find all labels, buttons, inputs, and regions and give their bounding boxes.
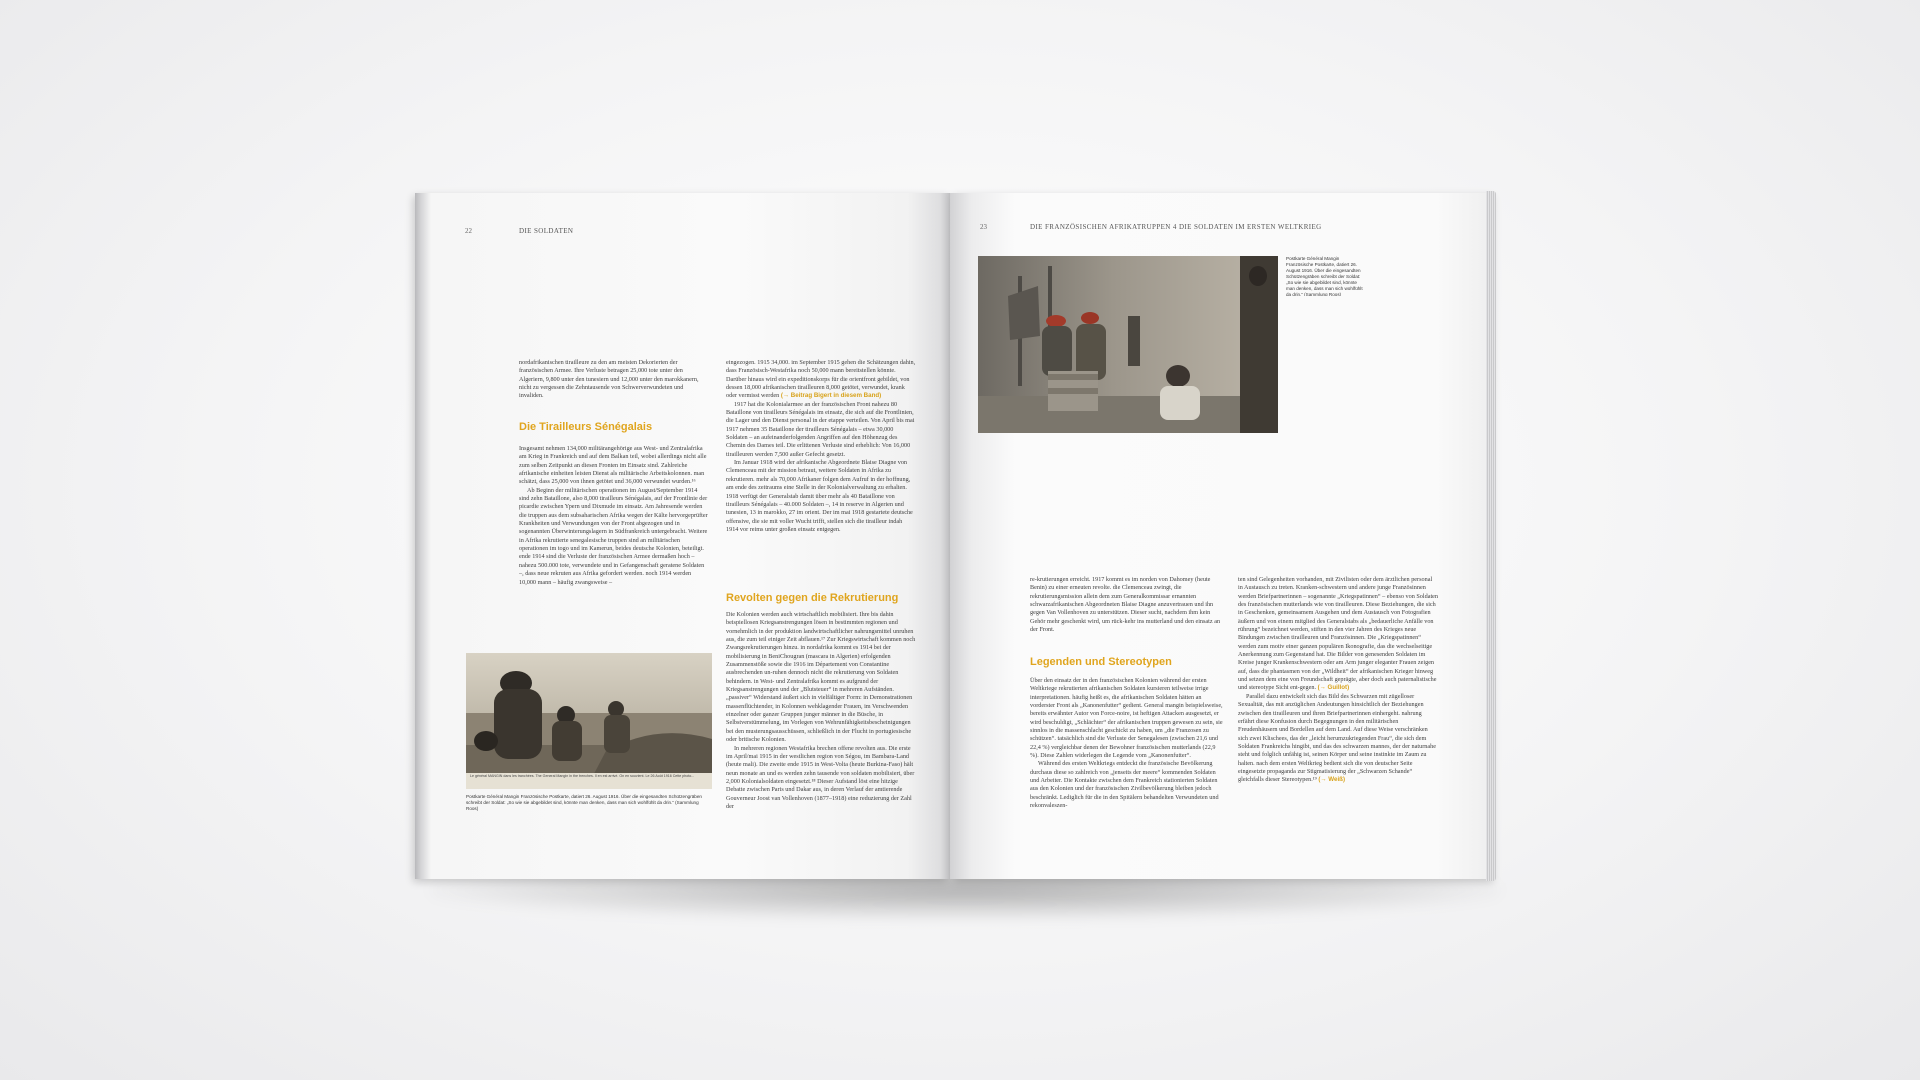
postcard-inline-text: Le général MANGIN dans les tranchées. The General Mangin in the trenches. Il en est arrivé. On en souvient. Le 26 Août 1916 Cette photo... <box>470 774 695 778</box>
left-running-head: DIE SOLDATEN <box>519 227 574 235</box>
left-col2-revolt-paragraph: In mehreren regionen Westafrika brechen offene revolten aus. Die erste im April/mai 1915 in der westlichen region von Ségou, im Bambara-Land (heute mali). Die zweite ende 1915 in West-Volta (heute Burkina-Faso) hält neun monate an und es werden zehn tausende von soldaten mobilisiert, über 2,000 Kolonialsoldaten eingesetzt.¹⁸ Dieser Aufstand löst eine hitzige Debatte zwischen Paris und Dakar aus, in deren Verlauf der amtierende Gouverneur Joost van Vollenhoven (1877–1918) eine reduzierung der Zahl der <box>726 744 915 810</box>
link-weiss[interactable]: (→ Weiß) <box>1318 776 1346 784</box>
heading-tirailleurs: Die Tirailleurs Sénégalais <box>519 421 653 433</box>
right-running-head: DIE FRANZÖSISCHEN AFRIKATRUPPEN 4 DIE SOLDATEN IM ERSTEN WELTKRIEG <box>1030 223 1322 231</box>
left-col1-intro <box>519 359 709 419</box>
left-col1-intro-text: nordafrikanischen tirailleure zu den am meisten Dekorierten der französischen Armee. Ihre Verluste betragen 25,000 tote unter den Algeriern, 9,800 unter den tunesiern und 12,000 unter den marokkanern, nicht zu vergessen die Zehntausende von Schwerverwundeten und invaliden. <box>519 359 699 400</box>
right-col1-legend-paragraph: Während des ersten Weltkriegs entdeckt die französische Bevölkerung durchaus diese so zahlreich von „jenseits der meere“ kommenden Soldaten und Arbeiter. Die Kontakte zwischen dem Frankreich stationierten Soldaten aus den Kolonien und der französischen Zivilbevölkerung bleiben jedoch beschränkt. Lediglich für die in den Spitälern behandelten Verwundeten und rekonvaleszen- <box>1030 760 1219 810</box>
left-col1-paragraph: Ab Beginn der militärischen operationen im August/September 1914 sind zehn Bataillone, also 8,000 tirailleurs Sénégalais, auf der Frontlinie der picardie zwischen Ypern und Dixmude im einsatz. Am Jahresende werden die truppen aus dem subsaharischen Afrika wegen der Kälte hervorgeprüfter Krankheiten und Verwundungen von der Front abgezogen und in sogenannten Überwinterungslagern in Südfrankreich untergebracht. Weitere in Afrika rekrutierte senegalesische truppen sind an militärischen operationen im togo und im Kamerun, beides deutsche Kolonien, beteiligt. ende 1914 sind die Verluste der französischen Armee dermaßen hoch – nahezu 500.000 tote, verwundete und in Gefangenschaft geratene Soldaten –, dass neue rekruten aus Afrika gefordert werden. noch 1914 werden 10,000 mann – häufig zwangsweise – <box>519 486 708 586</box>
right-col2-paragraph-1 <box>1238 576 1438 693</box>
sepia-trench-postcard <box>466 653 712 789</box>
right-photo-caption: Postkarte Général Mangin Französische Postkarte, datiert 26. August 1916. Über die eingesandten Schützengräben schreibt der Soldat: „So wie sie abgebildet sind, könnte man denken, dass man sich wohlfühlt da drin.“ (Sammlung Roos) <box>1286 256 1363 296</box>
heading-legenden: Legenden und Stereotypen <box>1030 656 1172 668</box>
link-guillot[interactable]: (→ Guillot) <box>1317 684 1350 692</box>
left-col2-paragraph: 1917 hat die Kolonialarmee an der französischen Front nahezu 80 Bataillone von tirailleurs Sénégalais im einsatz, die sich auf die Frontlinien, die Lager und den Dienst personal in der etappe verteilen. Von April bis mai 1917 nehmen 35 Bataillone der tirailleurs Sénégalais – etwa 30,000 Soldaten – an aufeinanderfolgenden Angriffen auf den Höhenzug des Chemin des Dames teil. Die erlittenen Verluste sind erheblich: Von 16,000 tirailleuren werden 7,500 außer Gefecht gesetzt. <box>726 400 915 458</box>
left-photo-caption: Postkarte Général Mangin Französische Postkarte, datiert 26. August 1916. Über die eingesandten Schützengräben schreibt der Soldat: „So wie sie abgebildet sind, könnte man denken, dass man sich wohlfühlt da drin.“ (Sammlung Roos) <box>466 794 702 811</box>
autochrome-photo-soldiers <box>978 256 1278 433</box>
left-col2-paragraph: Im Januar 1918 wird der afrikanische Abgeordnete Blaise Diagne von Clemenceau mit der mission betraut, weitere Soldaten in Afrika zu rekrutieren. mehr als 70,000 Afrikaner folgen dem Aufruf in der hoffnung, am ende des zeitraums eine Stelle in der Kolonialverwaltung zu erhalten. 1918 verfügt der Generalstab damit über mehr als 40 Bataillone von tirailleurs Sénégalais – 40.000 Soldaten –, 14 in reserve in Algerien und tunesien, 13 in marokko, 27 im orient. Der im mai 1918 gestartete deutsche offensive, die sie mit voller Wucht trifft, stellen sich die tirailleur indah 1914 vor reims unter großen einsatz entgegen. <box>726 459 913 533</box>
left-col1-body <box>519 445 709 619</box>
left-page-number: 22 <box>465 227 472 235</box>
left-col1-paragraph: Insgesamt nehmen 134,000 militärangehörige aus West- und Zentralafrika am Krieg in Frankreich und auf dem Balkan teil, wobei allerdings nicht alle zum selben Zeitpunkt an diesen Fronten im Einsatz sind. Zahlreiche afrikanische einheiten leisten Dienst als militärische Arbeitskolonnen. man schätzt, dass 25,000 von ihnen getötet und 36,000 verwundet wurden.¹⁶ <box>519 445 707 486</box>
left-col2-body <box>726 359 916 589</box>
right-col2-paragraph-2 <box>1238 693 1438 785</box>
soldiers-photo-illustration <box>978 256 1278 433</box>
page-edges <box>1486 191 1496 881</box>
left-col2-text: eingezogen. 1915 34,000. im September 1915 gehen die Schätzungen dahin, dass Französisch-Westafrika noch 50,000 mann bereitstellen könnte. Darüber hinaus wird ein expeditionskorps für die orientfront gebildet, von dessen 18,000 afrikanischen tirailleuren 8,000 getötet, verwundet, krank oder vermisst werden <box>726 359 916 400</box>
right-page-number: 23 <box>980 223 987 231</box>
right-col2-text: Parallel dazu entwickelt sich das Bild des Schwarzen mit zügelloser Sexualität, das mit anzüglichen Andeutungen hinsichtlich der Beziehungen zwischen den tirailleuren und ihren Briefpartnerinnen einhergeht. nahrung erfährt diese Konfusion durch Begegnungen in den militärischen Freudenhäusern und Bordellen auf dem Land. Auf diese Weise verschränken sich zwei Klischees, das der „leicht herumzukriegenden Frau“, die sich dem Soldaten Frankreichs hingibt, und das des schwarzen mannes, der der naturnahe steht und folglich unfähig ist, seinen Körper und seine instinkte im Zaum zu halten. nach dem ersten Weltkrieg bedient sich die von deutscher Seite eingesetzte propaganda zur Stigmatisierung der „Schwarzen Schande“ gleichfalls dieser Stereotypen.¹⁹ <box>1238 692 1436 784</box>
left-col2-paragraph-1 <box>726 359 916 401</box>
right-col2-text: ten sind Gelegenheiten vorhanden, mit Zivilisten oder dem ärztlichen personal in Austausch zu treten. Kranken-schwestern und andere junge Französinnen werden Briefpartnerinnen – sogenannte „Kriegspatinnen“ – ebenso von Soldaten des französischen mutterlands wie von tirailleuren. Diese Beziehungen, die sich in Geschenken, gemeinsamem Ausgehen und dem Austausch von Fotografien äußern und von einem mitglied des Generalstabs als „bedauerliche Anfälle von rührung“ bezeichnet werden, stiften in den vier Jahren des Krieges neue Bindungen zwischen tirailleuren und Französinnen. Die „Kriegspatinnen“ werden zum motiv einer ganzen populären Ikonografie, das die wechselseitige Anerkennung zum Gegenstand hat. Die Bilder von genesenden Soldaten im Kreise junger Krankenschwestern oder am Arm junger eleganter Frauen zeigen auf, dass die phantasmen von der „Wildheit“ der afrikanischen Krieger hinweg und setzen dem eine von Freundschaft geprägte, aber doch auch paternalistische und stereotype Sicht ent-gegen. <box>1238 576 1438 692</box>
left-col2-revolt-paragraph: Die Kolonien werden auch wirtschaftlich mobilisiert. Ihre bis dahin beispiellosen Kriegsanstrengungen lösen in bestimmten regionen und vornehmlich in der produktion landwirtschaftlicher nahrungsmittel unruhen aus, die zum teil einiger Zeit abflauen.¹⁷ Zur Kriegswirtschaft kommen noch Zwangsrekrutierungen hinzu. in nordafrika kommt es 1914 bei der mobilisierung in BeniChougran (mascara in Algerien) erfolgenden Zusammenstöße sowie die 1916 im Département von Constantine ausbrechenden un-ruhen dennoch nicht die rekrutierung von Soldaten behindern. in West- und Zentralafrika kommt es aufgrund der Kriegsanstrengungen und der „Blutsteuer“ in mehreren Aufständen. „passiver“ Widerstand äußert sich in vielfältiger Form: in Demonstrationen massenflüchtender, in Kolonnen wehklagender Frauen, im Verschwenden einzelner oder ganzer Gruppen junger männer in die Büsche, in Selbstverstümmelung, im Vorlegen von Wehrunfähigkeitsbescheinigungen bei den musterungsausschüssen, schließlich in der Flucht in portugiesische oder britische Kolonien. <box>726 611 916 744</box>
heading-revolten: Revolten gegen die Rekrutierung <box>726 592 899 604</box>
link-bigert[interactable]: (→ Beitrag Bigert in diesem Band) <box>780 392 882 400</box>
right-page <box>950 193 1490 879</box>
right-col1-top <box>1030 576 1225 658</box>
left-col2-revolts <box>726 611 916 879</box>
right-col1-body <box>1030 677 1225 879</box>
right-col2-body <box>1238 576 1438 876</box>
right-col1-paragraph: re-krutierungen erreicht. 1917 kommt es im norden von Dahomey (heute Benin) zu einer erneuten revolte. die Clemenceau zwingt, die rekrutierungsmission allein dem zum Generalkommissar ernannten schwarzafrikanischen Abgeordneten Blaise Diagne anzuvertrauen und ihn gegen Van Vollenhoven zu unterstützen. Dieser sucht, nachdem ihm kein Gehör mehr geschenkt wird, um rück-kehr ins mutterland und den einsatz an der Front. <box>1030 576 1221 634</box>
right-col1-legend-paragraph: Über den einsatz der in den französischen Kolonien während der ersten Weltkriege rekrutierten afrikanischen Soldaten kursieren teilweise irrige interpretationen. häufig heißt es, die afrikanischen Soldaten hätten an vorderster Front als „Kanonenfutter“ gedient. General mangin beispielsweise, bereits erwähnter Autor von Force-noire, ist heftigen Attacken ausgesetzt, er wird beschuldigt, „Schlächter“ der afrikanischen truppen gewesen zu sein, sie sinnlos in die massenschlacht geschickt zu haben, um „die Franzosen zu schützen“. tatsächlich sind die Verluste der Senegalesen (zwischen 21,6 und 22,4 %) vergleichbar denen der Bewohner französischen mutterlands (22,9 %). Diese Zahlen widerlegen die Legende vom „Kanonenfutter“. <box>1030 677 1223 760</box>
trench-photo-illustration <box>466 653 712 789</box>
left-page <box>415 193 950 879</box>
